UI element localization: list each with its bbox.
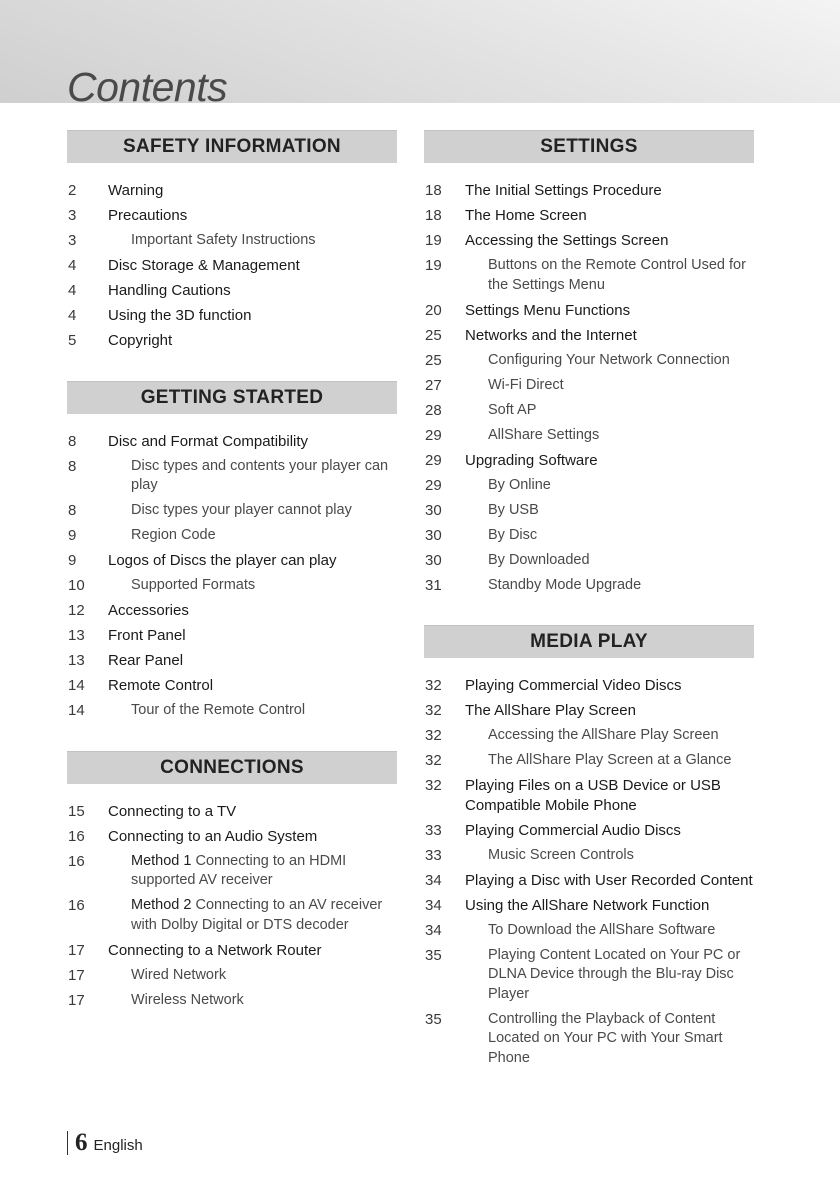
toc-entry-desc: Connecting to an HDMI supported AV receiver: [131, 852, 347, 888]
toc-entry-title: Front Panel: [108, 627, 186, 644]
toc-page-number: 30: [425, 501, 442, 519]
toc-subentry[interactable]: [424, 551, 754, 571]
toc-entry-title: Settings Menu Functions: [465, 301, 631, 319]
toc-subentry[interactable]: [424, 476, 754, 496]
toc-page-number: 3: [68, 207, 77, 224]
toc-subentry[interactable]: [67, 576, 397, 596]
toc-entry-title: Disc Storage & Management: [108, 257, 300, 274]
toc-entry-title: By USB: [488, 501, 539, 518]
toc-page-number: 20: [425, 301, 442, 319]
toc-page-number: 27: [425, 376, 442, 394]
toc-entry-title: Wi-Fi Direct: [488, 376, 564, 393]
toc-entry-title: Playing Content Located on Your PC or DLNA Device through the Blu-ray Disc Player: [488, 946, 741, 1002]
toc-page-number: 3: [68, 232, 77, 249]
toc-subentry[interactable]: [424, 526, 754, 546]
toc-entry[interactable]: [67, 626, 397, 646]
toc-entry-title: Important Safety Instructions: [131, 232, 316, 248]
toc-page-number: 28: [425, 401, 442, 419]
toc-entry-title: Using the 3D function: [108, 307, 252, 324]
toc-page-number: 14: [68, 677, 85, 694]
toc-entry[interactable]: [67, 256, 397, 276]
toc-page-number: 33: [425, 846, 442, 864]
toc-entry-title: Upgrading Software: [465, 451, 598, 469]
toc-entry-title: Disc and Format Compatibility: [108, 432, 309, 450]
toc-entry-title: Region Code: [131, 527, 216, 543]
toc-subentry[interactable]: [67, 966, 397, 986]
toc-subentry[interactable]: [67, 701, 397, 721]
toc-entry[interactable]: [67, 676, 397, 696]
toc-entry-title: Precautions: [108, 207, 188, 224]
section-media-play: [424, 625, 754, 1068]
toc-page-number: 35: [425, 946, 442, 964]
toc-page-number: 33: [425, 821, 442, 839]
toc-entry-title: Handling Cautions: [108, 282, 231, 299]
toc-entry[interactable]: [424, 701, 754, 721]
toc-page-number: 29: [425, 476, 442, 494]
toc-entry[interactable]: [424, 181, 754, 201]
toc-page-number: 25: [425, 326, 442, 344]
toc-page-number: 9: [68, 552, 77, 569]
toc-entry[interactable]: [67, 181, 397, 201]
toc-entry-title: [108, 852, 397, 891]
toc-subentry[interactable]: [67, 991, 397, 1011]
toc-entry-title: Remote Control: [108, 677, 214, 694]
toc-entry-title: Connecting to a Network Router: [108, 941, 322, 959]
toc-page-number: 32: [425, 777, 442, 794]
section-safety-information: [67, 130, 397, 351]
toc-page-number: 12: [68, 602, 85, 619]
toc-left-column: [67, 130, 397, 1040]
toc-page-number: 13: [68, 652, 85, 669]
section-heading: CONNECTIONS: [67, 751, 397, 784]
toc-page-number: 9: [68, 527, 77, 544]
toc-subentry[interactable]: [424, 576, 754, 596]
toc-entry-title: Playing Commercial Audio Discs: [465, 821, 681, 839]
section-heading: MEDIA PLAY: [424, 625, 754, 658]
toc-entry-title: The Initial Settings Procedure: [465, 182, 662, 199]
toc-subentry[interactable]: [424, 726, 754, 746]
toc-page-number: 32: [425, 702, 442, 719]
toc-entry-title: Controlling the Playback of Content Located on Your PC with Your Smart Phone: [488, 1010, 723, 1066]
toc-subentry[interactable]: [67, 852, 397, 891]
toc-entry[interactable]: [424, 206, 754, 226]
toc-subentry[interactable]: [67, 457, 397, 496]
toc-entry-title: Connecting to an Audio System: [108, 827, 318, 845]
toc-page-number: 30: [425, 526, 442, 544]
toc-entry[interactable]: [67, 601, 397, 621]
toc-entry-desc: Connecting to an AV receiver with Dolby Digital or DTS decoder: [131, 897, 383, 933]
toc-entry-title: Supported Formats: [131, 577, 256, 593]
page-title: Contents: [67, 64, 228, 110]
toc-page-number: 32: [425, 727, 442, 744]
toc-page-number: 31: [425, 576, 442, 594]
toc-entry-title: Tour of the Remote Control: [131, 702, 306, 718]
toc-subentry[interactable]: [424, 426, 754, 446]
toc-subentry[interactable]: [424, 401, 754, 421]
toc-entry[interactable]: [67, 281, 397, 301]
toc-entry-title: Warning: [108, 182, 164, 199]
toc-entry[interactable]: [67, 206, 397, 226]
toc-page-number: 4: [68, 257, 77, 274]
toc-page-number: 17: [68, 941, 85, 959]
section-settings: [424, 130, 754, 595]
toc-page-number: 10: [68, 577, 85, 594]
toc-page-number: 29: [425, 426, 442, 444]
toc-page-number: 19: [425, 232, 442, 249]
toc-subentry[interactable]: [424, 846, 754, 866]
toc-entry-title: Networks and the Internet: [465, 326, 637, 344]
section-getting-started: [67, 381, 397, 721]
toc-entry-title: By Disc: [488, 526, 538, 543]
toc-entry[interactable]: [67, 827, 397, 847]
toc-page-number: 16: [68, 827, 85, 845]
toc-page-number: 13: [68, 627, 85, 644]
toc-page-number: 16: [68, 897, 85, 914]
toc-page-number: 2: [68, 182, 77, 199]
toc-subentry[interactable]: [67, 896, 397, 935]
toc-entry[interactable]: [67, 551, 397, 571]
toc-entry[interactable]: [424, 326, 754, 346]
toc-right-column: [424, 130, 754, 1098]
toc-entry[interactable]: [424, 896, 754, 916]
toc-entry-title: AllShare Settings: [488, 426, 600, 443]
toc-page-number: 34: [425, 921, 442, 939]
toc-entry-title: Accessing the Settings Screen: [465, 232, 669, 249]
toc-page-number: 35: [425, 1010, 442, 1028]
toc-page-number: 18: [425, 207, 442, 224]
toc-subentry[interactable]: [67, 526, 397, 546]
toc-entry[interactable]: [424, 301, 754, 321]
toc-page-number: 8: [68, 502, 77, 519]
toc-entry-title: Configuring Your Network Connection: [488, 351, 730, 368]
toc-subentry[interactable]: [67, 231, 397, 251]
toc-subentry[interactable]: [424, 256, 754, 295]
toc-subentry[interactable]: [424, 376, 754, 396]
toc-subentry[interactable]: [424, 946, 754, 1005]
page-footer: [67, 1129, 143, 1157]
toc-entry[interactable]: [67, 331, 397, 351]
footer-divider: [67, 1131, 68, 1155]
toc-entry[interactable]: [67, 802, 397, 822]
toc-entry-title: Disc types your player cannot play: [131, 502, 352, 518]
toc-entry-method: Method 1: [131, 852, 192, 869]
page-number: 6: [75, 1129, 88, 1156]
toc-entry-title: By Downloaded: [488, 551, 590, 568]
page-language: English: [93, 1137, 143, 1154]
toc-entry[interactable]: [67, 432, 397, 452]
toc-page-number: 4: [68, 282, 77, 299]
toc-entry-title: Playing Files on a USB Device or USB Compatible Mobile Phone: [465, 777, 721, 814]
toc-page-number: 17: [68, 991, 85, 1009]
section-connections: [67, 751, 397, 1011]
toc-entry-title: Music Screen Controls: [488, 846, 634, 863]
toc-entry-title: Logos of Discs the player can play: [108, 552, 337, 569]
section-heading: GETTING STARTED: [67, 381, 397, 414]
toc-page-number: 19: [425, 257, 442, 274]
toc-entry-title: Playing a Disc with User Recorded Content: [465, 871, 753, 889]
toc-subentry[interactable]: [424, 501, 754, 521]
toc-entry-title: Standby Mode Upgrade: [488, 576, 642, 593]
toc-entry-title: Wired Network: [131, 966, 227, 983]
toc-page-number: 32: [425, 752, 442, 769]
toc-entry-title: Disc types and contents your player can play: [131, 457, 389, 493]
toc-page-number: 15: [68, 802, 85, 820]
toc-page-number: 34: [425, 896, 442, 914]
toc-page-number: 8: [68, 457, 77, 475]
toc-entry[interactable]: [424, 676, 754, 696]
toc-entry-title: The AllShare Play Screen: [465, 702, 636, 719]
toc-entry-title: To Download the AllShare Software: [488, 921, 716, 938]
toc-entry[interactable]: [424, 231, 754, 251]
toc-entry-title: Using the AllShare Network Function: [465, 896, 710, 914]
toc-entry[interactable]: [67, 306, 397, 326]
toc-entry[interactable]: [424, 451, 754, 471]
toc-entry-title: By Online: [488, 476, 551, 493]
toc-entry-title: Playing Commercial Video Discs: [465, 677, 682, 694]
toc-entry-title: Accessories: [108, 602, 189, 619]
toc-page-number: 8: [68, 432, 77, 450]
toc-subentry[interactable]: [67, 501, 397, 521]
section-heading: SETTINGS: [424, 130, 754, 163]
toc-entry-title: The Home Screen: [465, 207, 587, 224]
toc-entry[interactable]: [424, 871, 754, 891]
toc-page-number: 17: [68, 966, 85, 984]
toc-entry-title: The AllShare Play Screen at a Glance: [488, 752, 732, 768]
toc-entry-title: Wireless Network: [131, 991, 244, 1008]
section-heading: SAFETY INFORMATION: [67, 130, 397, 163]
toc-entry[interactable]: [424, 776, 754, 815]
toc-entry-method: Method 2: [131, 897, 192, 913]
toc-page-number: 34: [425, 871, 442, 889]
toc-entry-title: Buttons on the Remote Control Used for the Settings Menu: [488, 257, 746, 293]
toc-entry-title: Copyright: [108, 332, 173, 349]
toc-entry-title: [108, 896, 397, 935]
toc-entry[interactable]: [67, 651, 397, 671]
toc-entry-title: Accessing the AllShare Play Screen: [488, 727, 719, 743]
toc-subentry[interactable]: [424, 751, 754, 771]
toc-page-number: 32: [425, 677, 442, 694]
toc-page-number: 5: [68, 332, 77, 349]
toc-page-number: 25: [425, 351, 442, 369]
toc-subentry[interactable]: [424, 1010, 754, 1069]
toc-entry-title: Connecting to a TV: [108, 802, 237, 820]
toc-page-number: 16: [68, 852, 85, 870]
toc-subentry[interactable]: [424, 921, 754, 941]
toc-entry-title: Rear Panel: [108, 652, 184, 669]
toc-entry[interactable]: [67, 941, 397, 961]
toc-page-number: 30: [425, 551, 442, 569]
toc-subentry[interactable]: [424, 351, 754, 371]
toc-entry-title: Soft AP: [488, 401, 537, 418]
toc-entry[interactable]: [424, 821, 754, 841]
toc-page-number: 29: [425, 451, 442, 469]
toc-page-number: 14: [68, 702, 85, 719]
toc-page-number: 4: [68, 307, 77, 324]
toc-page-number: 18: [425, 182, 442, 199]
